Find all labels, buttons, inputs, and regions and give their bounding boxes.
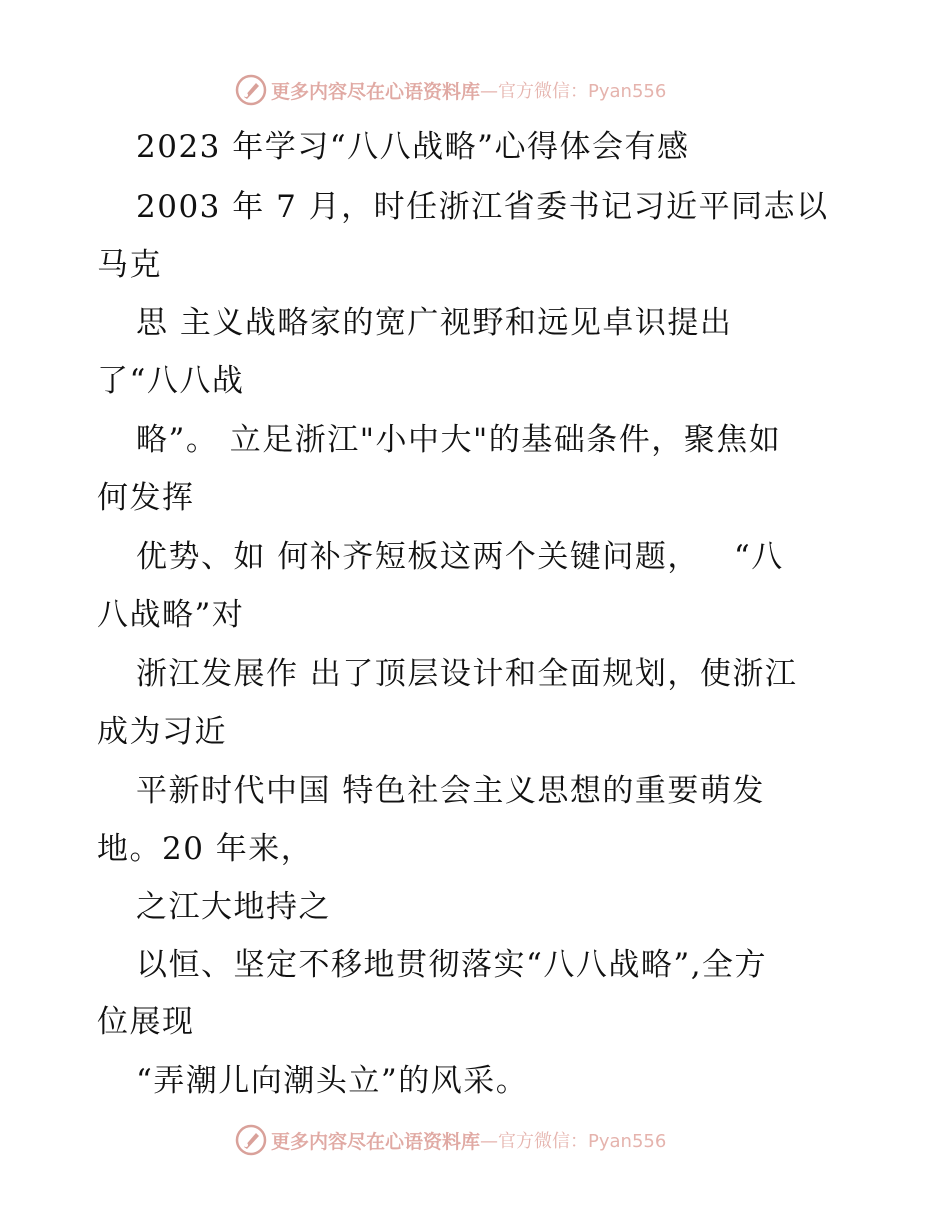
watermark-text: 更多内容尽在心语资料库 (271, 80, 481, 103)
text-line: 2003 年 7 月，时任浙江省委书记习近平同志以 (136, 189, 829, 225)
text-line: 了“八八战 (97, 363, 245, 399)
text-line: 何发挥 (97, 480, 195, 516)
text-line: 思 主义战略家的宽广视野和远见卓识提出 (136, 305, 733, 341)
text-line: 成为习近 (97, 714, 227, 750)
text-line: 浙江发展作 出了顶层设计和全面规划，使浙江 (136, 656, 798, 692)
watermark-wechat: —官方微信：Pyan556 (480, 81, 667, 102)
text-line: “弄潮儿向潮头立”的风采。 (136, 1063, 529, 1099)
text-line: 略”。 立足浙江"小中大"的基础条件，聚焦如 (136, 422, 782, 458)
text-line: 平新时代中国 特色社会主义思想的重要萌发 (136, 773, 765, 809)
text-line: 地。20 年来， (97, 831, 314, 867)
document-title: 2023 年学习“八八战略”心得体会有感 (136, 129, 690, 165)
text-line: 八战略”对 (97, 597, 245, 633)
watermark-header (235, 72, 666, 108)
pen-logo-icon (235, 74, 267, 106)
watermark-wechat: —官方微信：Pyan556 (480, 1131, 667, 1152)
text-line: 位展现 (97, 1004, 195, 1040)
pen-logo-icon (235, 1124, 267, 1156)
watermark-footer (235, 1122, 666, 1158)
text-line: 之江大地持之 (136, 889, 331, 925)
watermark-text: 更多内容尽在心语资料库 (271, 1130, 481, 1153)
text-line: 优势、如 何补齐短板这两个关键问题， “八 (136, 539, 784, 575)
text-line: 以恒、坚定不移地贯彻落实“八八战略”,全方 (136, 947, 768, 983)
text-line: 马克 (97, 247, 162, 283)
